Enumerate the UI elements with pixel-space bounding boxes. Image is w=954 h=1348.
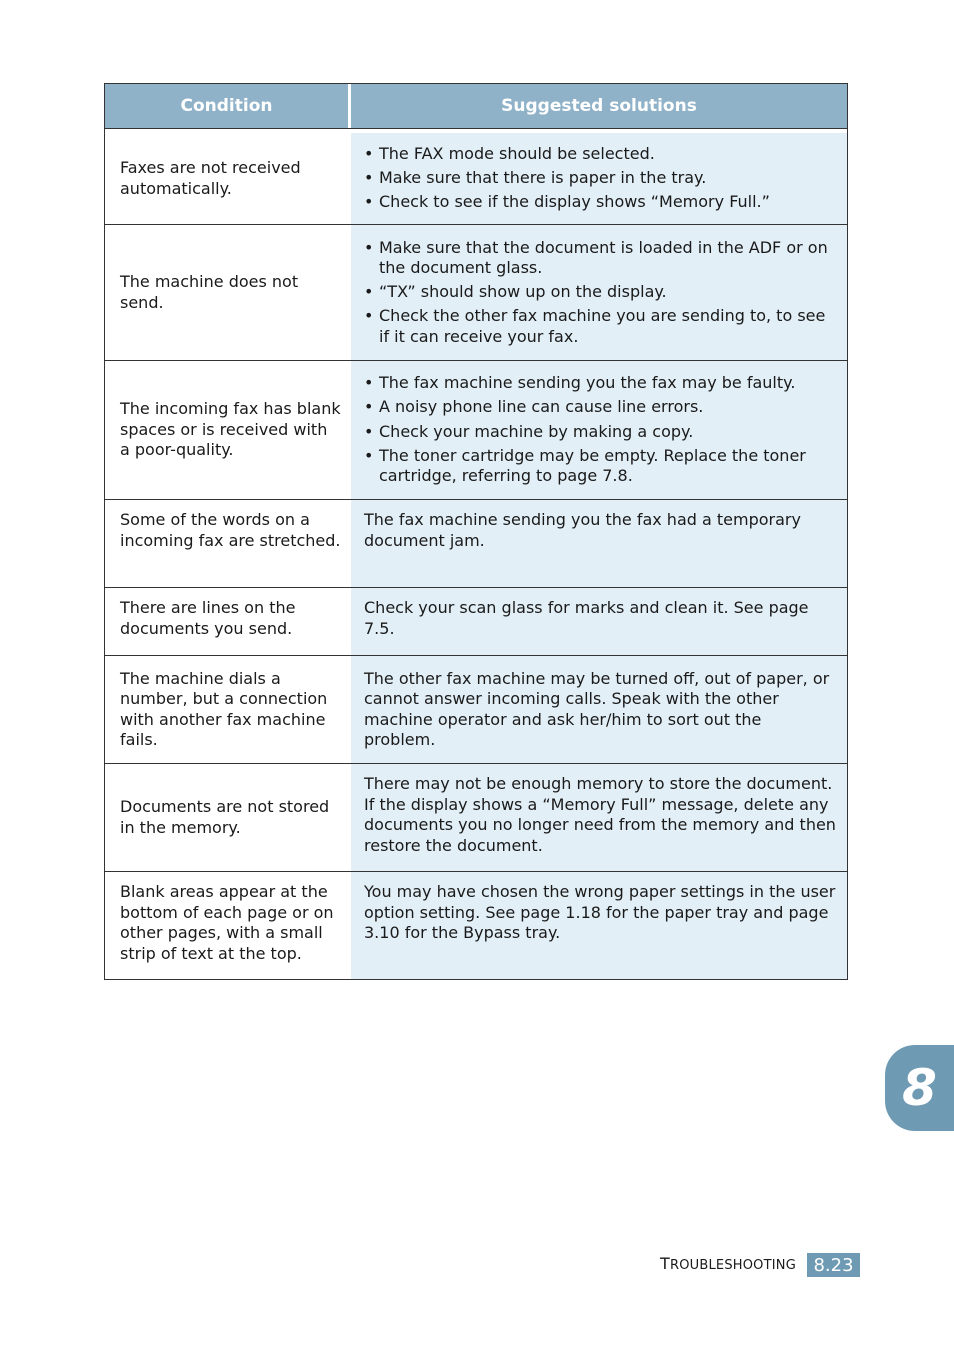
bullet-item: • The fax machine sending you the fax may be faulty. [364,373,796,393]
table-row [105,871,847,979]
bullet-item: • The toner cartridge may be empty. Replace the toner cartridge, referring to page 7.8. [364,445,806,486]
solution-cell: There may not be enough memory to store the document. If the display shows a “Memory Full” message, delete any documents you no longer need from the memory and then restore the document. [351,764,847,871]
chapter-tab: 8 [885,1045,954,1131]
header-condition: Condition [105,84,351,128]
solution-cell: Check your scan glass for marks and clean it. See page 7.5. [351,588,847,655]
troubleshooting-table [104,83,848,980]
condition-cell: The incoming fax has blank spaces or is received with a poor-quality. [105,361,351,499]
condition-cell: Documents are not stored in the memory. [105,764,351,871]
bullet-item: • Check your machine by making a copy. [364,421,694,441]
table-row [105,499,847,587]
solution-cell [351,225,847,360]
condition-cell: The machine does not send. [105,225,351,360]
table-row [105,655,847,763]
bullet-item: • Make sure that there is paper in the tray. [364,168,707,188]
solution-cell: You may have chosen the wrong paper settings in the user option setting. See page 1.18 for the paper tray and page 3.10 for the Bypass tray. [351,872,847,979]
bullet-item: • A noisy phone line can cause line errors. [364,397,704,417]
table-header [105,84,847,129]
table-row [105,224,847,360]
table-row [105,360,847,499]
solution-cell [351,133,847,224]
solution-cell: The fax machine sending you the fax had a temporary document jam. [351,500,847,587]
bullet-item: • The FAX mode should be selected. [364,144,655,164]
condition-cell: Faxes are not received automatically. [105,133,351,224]
condition-cell: Some of the words on a incoming fax are stretched. [105,500,351,587]
condition-cell: The machine dials a number, but a connection with another fax machine fails. [105,656,351,763]
condition-cell: Blank areas appear at the bottom of each page or on other pages, with a small strip of text at the top. [105,872,351,979]
header-solutions: Suggested solutions [351,84,847,128]
section-title: TROUBLESHOOTING [659,1254,796,1273]
bullet-item: • “TX” should show up on the display. [364,282,667,302]
table-row [105,587,847,655]
bullet-item: • Check the other fax machine you are sending to, to see if it can receive your fax. [364,306,826,346]
solution-cell [351,361,847,499]
page-number: 8.23 [807,1253,860,1277]
solution-cell: The other fax machine may be turned off, out of paper, or cannot answer incoming calls. Speak with the other machine operator and ask her/him to sort out the problem. [351,656,847,763]
table-row [105,133,847,224]
table-row [105,763,847,871]
condition-cell: There are lines on the documents you send. [105,588,351,655]
bullet-item: • Check to see if the display shows “Memory Full.” [364,192,770,212]
bullet-item: • Make sure that the document is loaded in the ADF or on the document glass. [364,237,828,278]
